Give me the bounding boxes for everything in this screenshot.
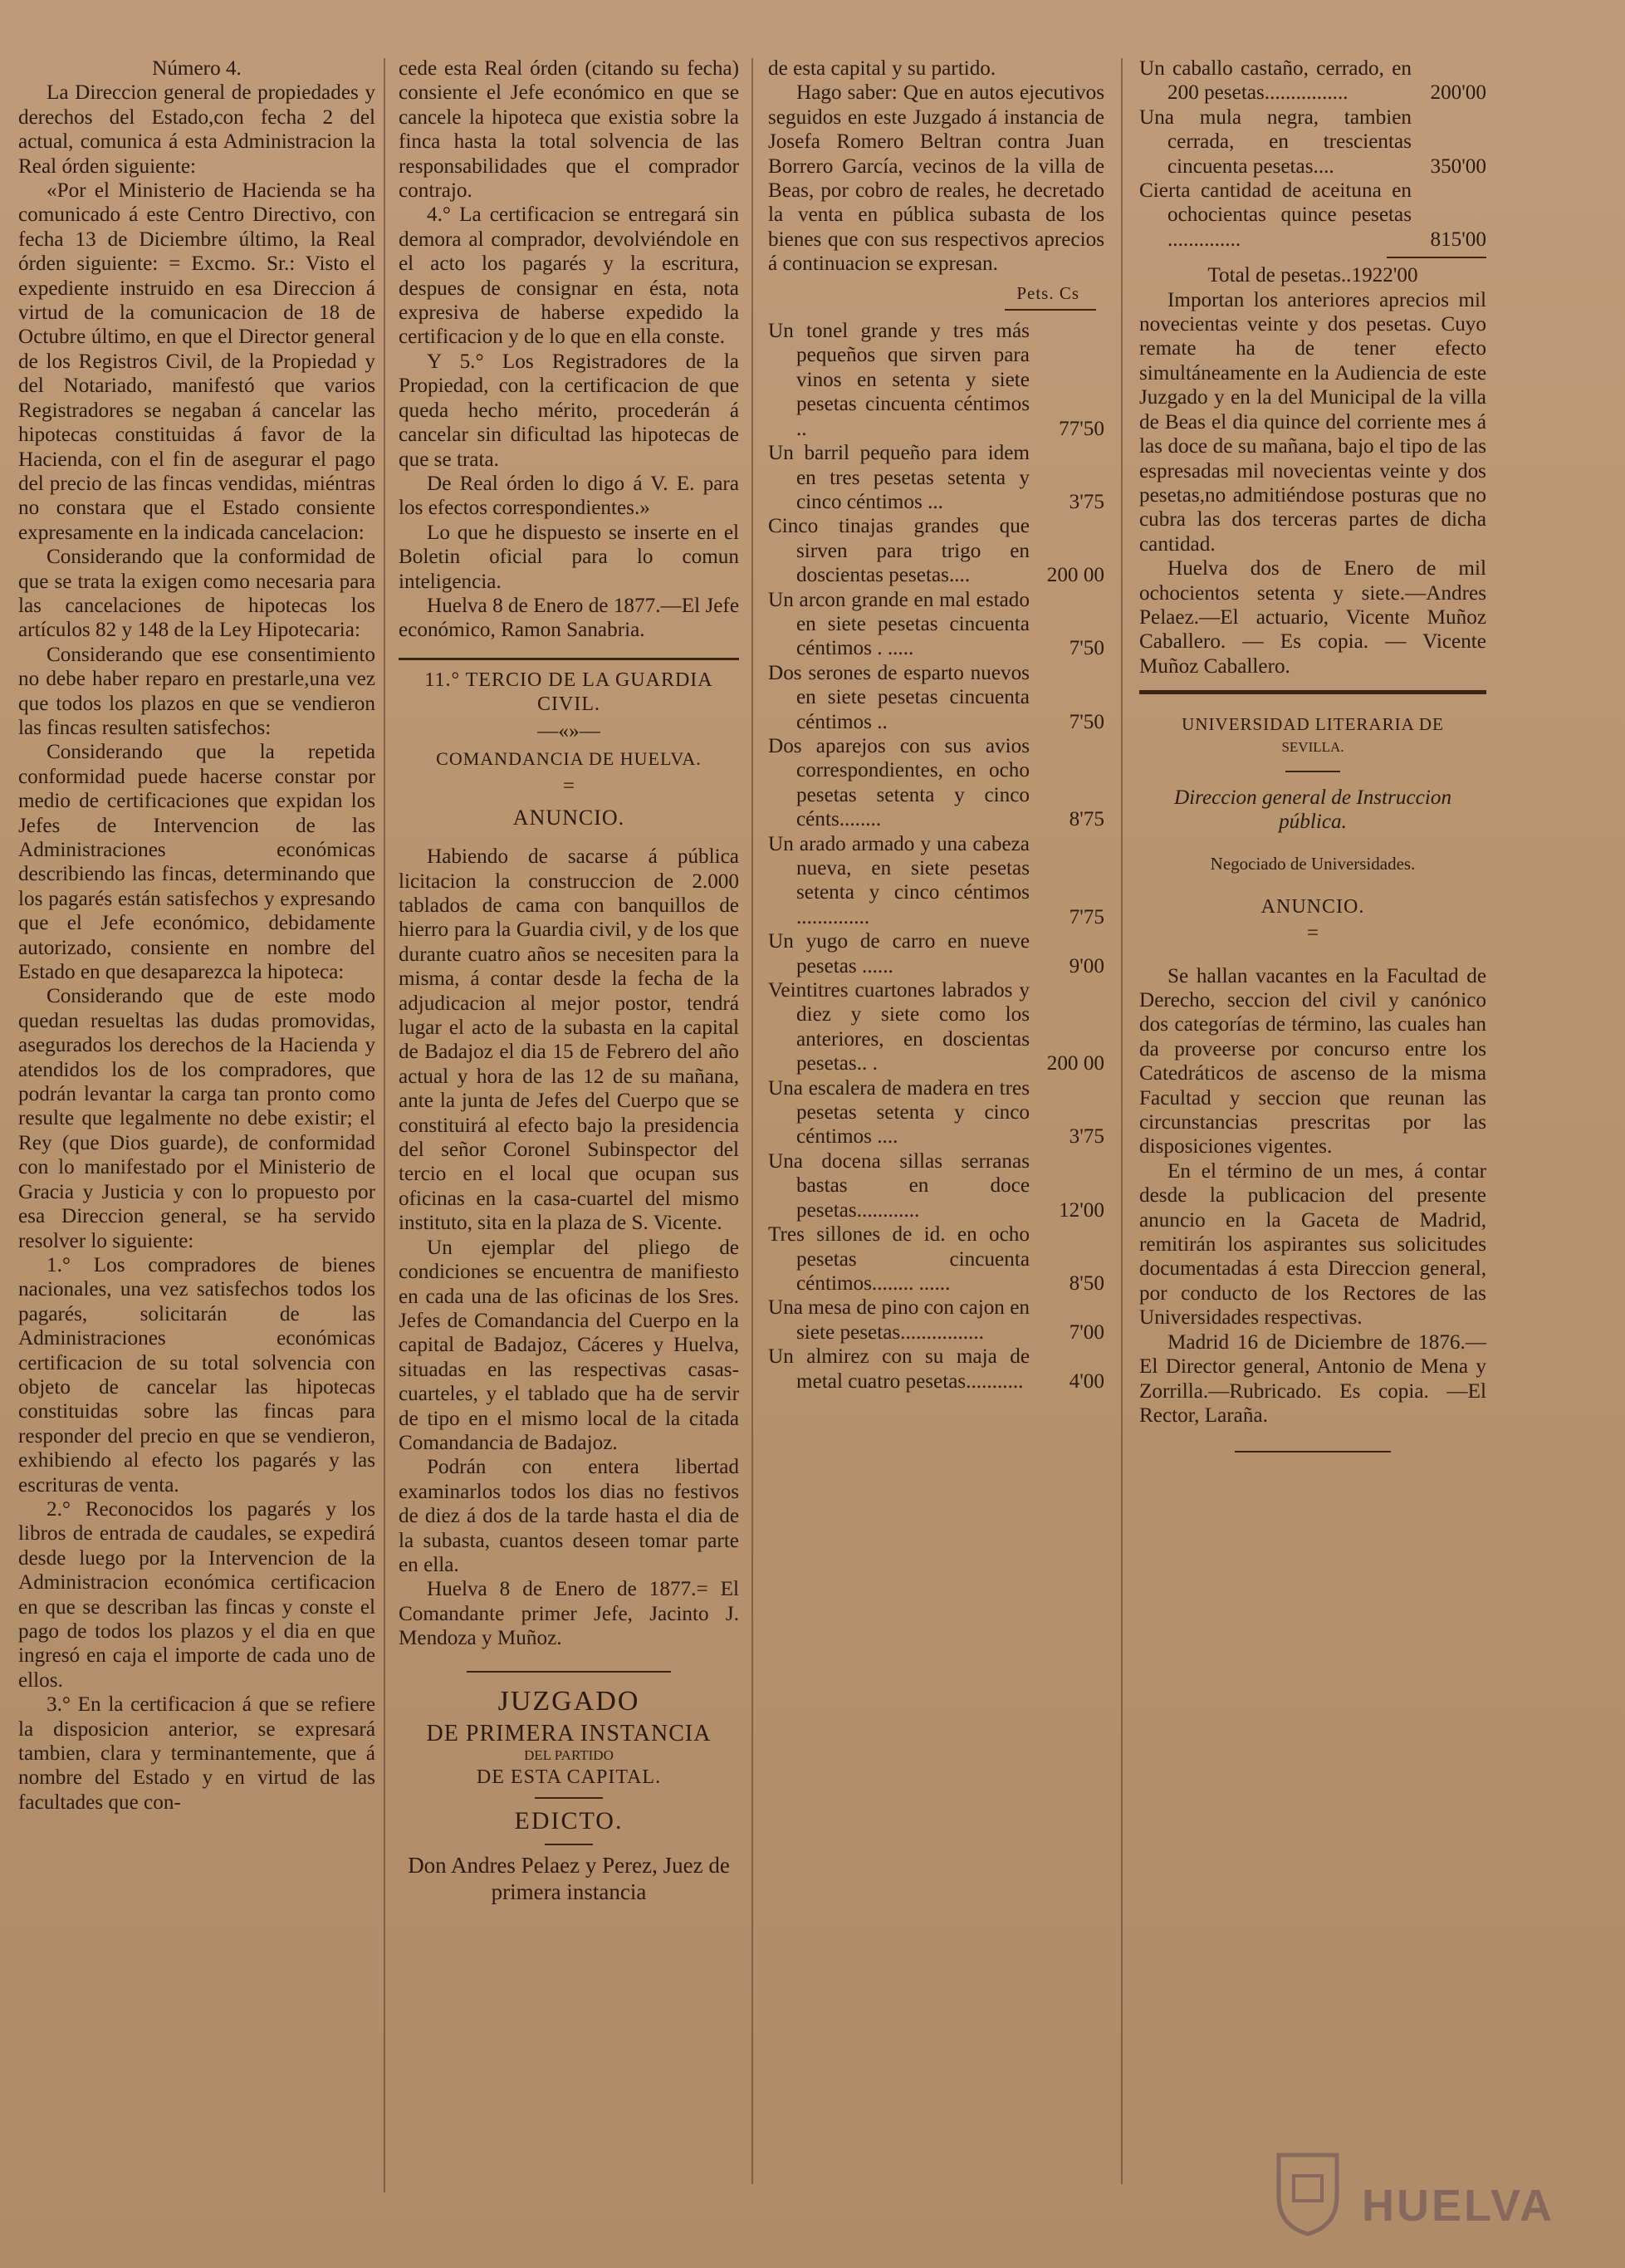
negociado-label: Negociado de Universidades. — [1210, 854, 1416, 874]
item-amount: 200'00 — [1430, 81, 1486, 105]
item-amount: 7'50 — [1069, 637, 1104, 660]
list-item — [768, 832, 1104, 930]
paragraph: 1.° Los compradores de bienes nacionales, una vez satisfechos todos los pagarés, solicitarán de las Administraciones económicas certificacion de su total solvencia con objeto de cancelar las hipotecas constituidas sobre las fincas para responder del precio en que se vendieron, exhibiendo al efecto los pagarés y las escrituras de venta. — [18, 1253, 375, 1496]
list-item — [768, 1149, 1104, 1222]
list-item — [1139, 105, 1486, 179]
item-amount: 7'75 — [1069, 905, 1104, 928]
item-amount: 3'75 — [1069, 1125, 1104, 1149]
paragraph: En el término de un mes, á contar desde la publicacion del presente anuncio en la Gaceta de Madrid, remitirán los aspirantes sus solicitudes documentadas á esta Direccion general, por conducto de los Rectores de las Universidades respectivas. — [1139, 1159, 1486, 1330]
paragraph: Y 5.° Los Registradores de la Propiedad, con la certificacion de que queda hecho mérito, procederán á cancelar sin dificultad las hipotecas de que se trata. — [399, 350, 739, 471]
column-1 — [18, 56, 375, 1815]
column-2 — [399, 56, 739, 1905]
header-rule — [1005, 309, 1096, 311]
end-rule — [1235, 1451, 1391, 1452]
item-description: Una escalera de madera en tres pesetas setenta y cinco céntimos .... — [768, 1076, 1030, 1149]
guardia-title: 11.° TERCIO DE LA GUARDIA CIVIL. — [424, 669, 713, 716]
number-heading: Número 4. — [152, 57, 242, 80]
item-description: Un yugo de carro en nueve pesetas ...... — [768, 930, 1030, 977]
list-item — [1139, 56, 1486, 105]
item-amount: 8'50 — [1069, 1271, 1104, 1295]
section-divider — [399, 658, 739, 660]
list-item — [768, 441, 1104, 514]
watermark-text: HUELVA — [1362, 2181, 1554, 2231]
item-description: Un arcon grande en mal estado en siete pesetas cincuenta céntimos . ..... — [768, 588, 1030, 660]
section-divider — [545, 1844, 592, 1845]
item-amount: 815'00 — [1430, 228, 1486, 251]
coat-of-arms-icon — [1270, 2147, 1345, 2238]
paragraph: 2.° Reconocidos los pagarés y los libros de entrada de caudales, se expedirá desde luego por la Intervencion de la Administracion económica certificacion en que se describan las fincas y conste el pago de todos los plazos y el dia en que ingresó en caja el importe de cada uno de ellos. — [18, 1497, 375, 1692]
list-item — [768, 734, 1104, 832]
juez-name: Don Andres Pelaez y Perez, Juez de primera instancia — [408, 1852, 730, 1904]
list-item — [768, 588, 1104, 661]
paragraph: Considerando que ese consentimiento no debe haber reparo en prestarle,una vez que todos los plazos en que se vendieron las fincas resulten satisfechos: — [18, 643, 375, 739]
paragraph: de esta capital y su partido. — [768, 57, 996, 80]
item-amount: 200 00 — [1046, 1052, 1104, 1075]
item-amount: 8'75 — [1069, 808, 1104, 831]
section-divider — [535, 1797, 603, 1799]
item-description: Una mesa de pino con cajon en siete pesetas................ — [768, 1296, 1030, 1344]
inventory-list — [768, 319, 1104, 1394]
paragraph: De Real órden lo digo á V. E. para los efectos correspondientes.» — [399, 472, 739, 520]
paragraph: «Por el Ministerio de Hacienda se ha comunicado á este Centro Directivo, con fecha 13 de Diciembre último, la Real órden siguiente: = Excmo. Sr.: Visto el expediente instruido en esa Direccion á virtud de la comunicacion de 18 de Octubre último, en que el Director general de los Registros Civil, de la Propiedad y del Notariado, manifestó que varios Registradores se negaban á cancelar las hipotecas constituidas á favor de la Hacienda, con el fin de asegurar el pago del precio de las fincas vendidas, miéntras no constara que el Estado consiente expresamente en la indicada cancelacion: — [18, 179, 375, 544]
item-amount: 4'00 — [1069, 1369, 1104, 1393]
total-rule — [1387, 257, 1486, 258]
item-description: Dos serones de esparto nuevos en siete pesetas cincuenta céntimos .. — [768, 661, 1030, 733]
ornament: = — [562, 775, 575, 798]
item-amount: 12'00 — [1059, 1198, 1104, 1222]
ornament: = — [1306, 922, 1319, 945]
item-amount: 200 00 — [1046, 564, 1104, 587]
section-divider — [1285, 771, 1341, 772]
item-amount: 3'75 — [1069, 490, 1104, 513]
item-description: Un tonel grande y tres más pequeños que sirven para vinos en setenta y siete pesetas cincuenta céntimos .. — [768, 320, 1030, 440]
list-item — [768, 514, 1104, 587]
direccion-title: Direccion general de Instruccion pública. — [1173, 786, 1452, 833]
list-item — [768, 929, 1104, 978]
item-description: Una docena sillas serranas bastas en doce pesetas............ — [768, 1149, 1030, 1222]
ornament: —«»— — [537, 719, 600, 742]
section-divider — [467, 1671, 671, 1673]
signature: Huelva 8 de Enero de 1877.= El Comandante primer Jefe, Jacinto J. Mendoza y Muñoz. — [399, 1578, 739, 1650]
paragraph: Importan los anteriores aprecios mil novecientas veinte y dos pesetas. Cuyo remate ha de tener efecto simultáneamente en la Audiencia de este Juzgado y en la del Municipal de la villa de Beas el dia quince del corriente mes á las doce de su mañana, bajo el tipo de las espresadas mil novecientas veinte y dos pesetas,no admitiéndose posturas que no cubra las dos terceras partes de dicha cantidad. — [1139, 288, 1486, 556]
paragraph: Se hallan vacantes en la Facultad de Derecho, seccion del civil y canónico dos categorías de término, las cuales han da proveerse por concurso entre los Catedráticos de ascenso de la misma Facultad y seccion que reunan las circunstancias prescritas por las disposiciones vigentes. — [1139, 964, 1486, 1158]
item-description: Un barril pequeño para idem en tres pesetas setenta y cinco céntimos ... — [768, 442, 1030, 513]
item-amount: 7'00 — [1069, 1320, 1104, 1344]
item-description: Una mula negra, tambien cerrada, en trescientas cincuenta pesetas.... — [1139, 105, 1412, 178]
paragraph: Lo que he dispuesto se inserte en el Boletin oficial para lo comun inteligencia. — [399, 521, 739, 593]
anuncio-title: ANUNCIO. — [512, 805, 625, 830]
list-item — [768, 1345, 1104, 1394]
signature: Madrid 16 de Diciembre de 1876.—El Director general, Antonio de Mena y Zorrilla.—Rubricado. Es copia. —El Rector, Laraña. — [1139, 1330, 1486, 1427]
list-item — [768, 661, 1104, 734]
paragraph: 3.° En la certificacion á que se refiere la disposicion anterior, se expresará tambien, clara y terminantemente, que á nombre del Estado y en virtud de las facultades que con- — [18, 1693, 375, 1814]
paragraph: cede esta Real órden (citando su fecha) consiente el Jefe económico en que se cancele la hipoteca que existia sobre la finca hasta la total solvencia de las responsabilidades que el comprador contrajo. — [399, 57, 739, 203]
table-header: Pets. Cs — [1016, 282, 1079, 303]
list-item — [768, 1296, 1104, 1345]
anuncio-title: ANUNCIO. — [1260, 895, 1365, 918]
university-title: UNIVERSIDAD LITERARIA DE — [1182, 714, 1444, 735]
column-4 — [1139, 56, 1486, 1459]
column-3 — [768, 56, 1104, 1394]
list-item — [768, 1222, 1104, 1296]
list-item — [1139, 179, 1486, 252]
item-description: Veintitres cuartones labrados y diez y siete como los anteriores, en doscientas pesetas.. . — [768, 979, 1030, 1075]
item-amount: 9'00 — [1069, 954, 1104, 977]
juzgado-capital: DE ESTA CAPITAL. — [476, 1766, 662, 1788]
list-item — [768, 978, 1104, 1076]
item-description: Tres sillones de id. en ocho pesetas cincuenta céntimos........ ...... — [768, 1223, 1030, 1295]
list-item — [768, 1076, 1104, 1149]
item-amount: 77'50 — [1059, 417, 1104, 440]
paragraph: Un ejemplar del pliego de condiciones se encuentra de manifiesto en cada una de las oficinas de los Sres. Jefes de Comandancia del Cuerpo en la capital de Badajoz, Cáceres y Huelva, situadas en las respectivas casas-cuarteles, y el tablado que ha de servir de tipo en el mismo local de la citada Comandancia de Badajoz. — [399, 1236, 739, 1454]
juzgado-subtitle: DE PRIMERA INSTANCIA — [426, 1720, 712, 1746]
inventory-list — [1139, 56, 1486, 252]
item-description: Un almirez con su maja de metal cuatro pesetas........... — [768, 1345, 1030, 1393]
edicto-title: EDICTO. — [514, 1806, 624, 1834]
column-rule — [1121, 58, 1123, 2184]
paragraph: 4.° La certificacion se entregará sin demora al comprador, devolviéndole en el acto los pagarés y la escritura, despues de consignar en ésta, nota expresiva de haberse expedido la certificacion y de lo que en ella conste. — [399, 203, 739, 349]
paragraph: Considerando que de este modo quedan resueltas las dudas promovidas, asegurados los derechos de la Hacienda y atendidos los de los compradores, que podrán levantar la carga tan pronto como resulte que legalmente no debe existir; el Rey (que Dios guarde), de conformidad con lo manifestado por el Ministerio de Gracia y Justicia y con lo propuesto por esa Direccion general, se ha servido resolver lo siguiente: — [18, 985, 375, 1252]
archive-watermark — [1270, 2147, 1603, 2238]
total-line: Total de pesetas..1922'00 — [1207, 264, 1418, 287]
university-city: SEVILLA. — [1281, 738, 1344, 755]
column-rule — [751, 58, 753, 2184]
signature: Huelva dos de Enero de mil ochocientos setenta y siete.—Andres Pelaez.—El actuario, Vicente Muñoz Caballero. — Es copia. — Vicente Muñoz Caballero. — [1139, 557, 1486, 678]
paragraph: Podrán con entera libertad examinarlos todos los dias no festivos de diez á dos de la tarde hasta el dia de la subasta, cuantos deseen tomar parte en ella. — [399, 1456, 739, 1576]
item-description: Un arado armado y una cabeza nueva, en siete pesetas setenta y cinco céntimos .............. — [768, 832, 1030, 928]
paragraph: Habiendo de sacarse á pública licitacion la construccion de 2.000 tablados de cama con banquillos de hierro para la Guardia civil, y de los que durante cuatro años se necesiten para la misma, á contar desde la fecha de la adjudicacion al mejor postor, tendrá lugar el acto de la subasta en la capital de Badajoz el dia 15 de Febrero del año actual y hora de las 12 de su mañana, ante la junta de Jefes del Cuerpo que se constituirá al efecto bajo la presidencia del señor Coronel Subinspector del tercio en el local que ocupan sus oficinas en la casa-cuartel del mismo instituto, sita en la plaza de S. Vicente. — [399, 845, 739, 1235]
juzgado-title: JUZGADO — [497, 1685, 640, 1717]
item-amount: 350'00 — [1430, 154, 1486, 178]
item-description: Cinco tinajas grandes que sirven para trigo en doscientas pesetas.... — [768, 515, 1030, 587]
paragraph: La Direccion general de propiedades y derechos del Estado,con fecha 2 del actual, comunica á esta Administracion la Real órden siguiente: — [18, 81, 375, 178]
item-description: Cierta cantidad de aceituna en ochocientas quince pesetas .............. — [1139, 179, 1412, 251]
signature: Huelva 8 de Enero de 1877.—El Jefe económico, Ramon Sanabria. — [399, 594, 739, 642]
item-amount: 7'50 — [1069, 710, 1104, 733]
item-description: Un caballo castaño, cerrado, en 200 pesetas................ — [1139, 57, 1412, 105]
paragraph: Considerando que la conformidad de que se trata la exigen como necesaria para las cancelaciones de hipotecas los artículos 82 y 148 de la Ley Hipotecaria: — [18, 546, 375, 642]
list-item — [768, 319, 1104, 441]
item-description: Dos aparejos con sus avios correspondientes, en ocho pesetas setenta y cinco cénts........ — [768, 734, 1030, 831]
paragraph: Considerando que la repetida conformidad puede hacerse constar por medio de certificaciones que expidan los Jefes de Intervencion de las Administraciones económicas describiendo las fincas, determinando que los pagarés están satisfechos y expresando que el Jefe económico, debidamente autorizado, consiente en nombre del Estado en que desaparezca la hipoteca: — [18, 741, 375, 984]
comandancia-title: COMANDANCIA DE HUELVA. — [436, 747, 702, 769]
section-divider — [1139, 690, 1486, 694]
column-rule — [384, 58, 385, 2192]
juzgado-partido: DEL PARTIDO — [524, 1746, 614, 1763]
paragraph: Hago saber: Que en autos ejecutivos seguidos en este Juzgado á instancia de Josefa Romero Beltran contra Juan Borrero García, vecinos de la villa de Beas, por cobro de reales, he decretado la venta en pública subasta de los bienes que con sus respectivos aprecios á continuacion se expresan. — [768, 81, 1104, 276]
